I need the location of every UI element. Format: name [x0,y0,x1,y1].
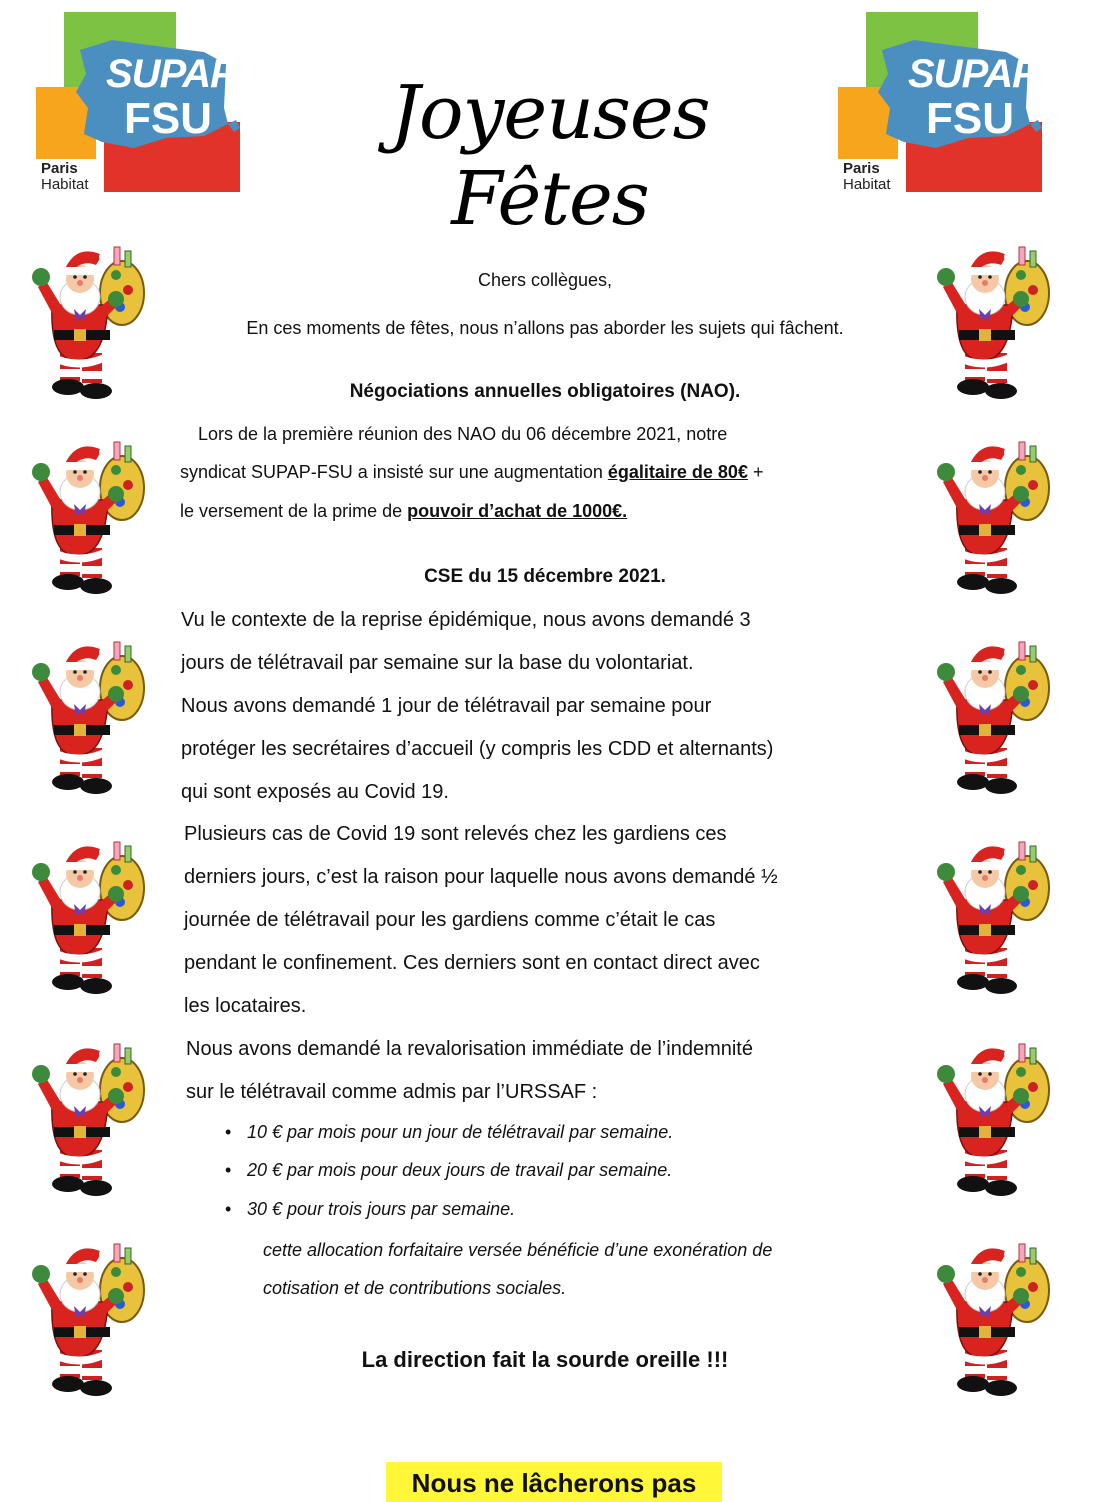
logo-name-top: SUPAP [908,52,1038,96]
santa-claus-icon [935,630,1055,795]
santa-claus-icon [30,235,150,400]
nao-heading: Négociations annuelles obligatoires (NAO). [349,381,741,402]
cse-line: jours de télétravail par semaine sur la base du volontariat. [181,652,694,674]
cse-line: les locataires. [184,995,307,1017]
closing-slogan: Nous ne lâcherons pas [411,1468,697,1498]
cse-line: Vu le contexte de la reprise épidémique, nous avons demandé 3 [181,609,751,631]
logo-left [36,12,241,192]
logo-name-bottom: FSU [124,94,212,143]
list-item: • 10 € par mois pour un jour de télétravail par semaine. [247,1122,673,1143]
nao-line3-bold: pouvoir d’achat de 1000€. [407,501,628,521]
closing-statement: La direction fait la sourde oreille !!! [361,1347,729,1372]
santa-claus-icon [935,1232,1055,1397]
santa-claus-icon [30,1032,150,1197]
santa-claus-icon [935,235,1055,400]
nao-line3 [180,497,627,525]
logo-right [838,12,1043,192]
cse-line: sur le télétravail comme admis par l’URSSAF : [186,1081,598,1103]
nao-line2 [180,458,763,486]
list-item: • 30 € pour trois jours par semaine. [247,1199,515,1220]
cse-line: Nous avons demandé la revalorisation immédiate de l’indemnité [186,1038,753,1060]
cse-line: qui sont exposés au Covid 19. [181,781,449,803]
logo-sub-line1: Paris [41,160,78,177]
nao-line2-pre: syndicat SUPAP-FSU a insisté sur une augmentation [180,462,608,482]
note-line1: cette allocation forfaitaire versée bénéficie d’une exonération de [263,1240,773,1260]
cse-line: Plusieurs cas de Covid 19 sont relevés chez les gardiens ces [184,823,727,845]
page-title: Joyeuses Fêtes [390,70,710,242]
santa-claus-icon [935,1032,1055,1197]
nao-line3-pre: le versement de la prime de [180,501,408,521]
cse-line: pendant le confinement. Ces derniers sont en contact direct avec [184,952,760,974]
intro-text: En ces moments de fêtes, nous n’allons pas aborder les sujets qui fâchent. [246,318,844,338]
cse-line: protéger les secrétaires d’accueil (y compris les CDD et alternants) [181,738,774,760]
logo-name-bottom: FSU [926,94,1014,143]
cse-line: derniers jours, c’est la raison pour laquelle nous avons demandé ½ [184,866,778,888]
santa-claus-icon [30,1232,150,1397]
logo-sub-line2: Habitat [843,176,891,193]
santa-claus-icon [30,630,150,795]
cse-line: Nous avons demandé 1 jour de télétravail par semaine pour [181,695,712,717]
cse-line: journée de télétravail pour les gardiens comme c’était le cas [184,909,716,931]
logo-sub-line1: Paris [843,160,880,177]
logo-name-top: SUPAP [106,52,236,96]
nao-line2-post: + [747,462,764,482]
nao-line1: Lors de la première réunion des NAO du 06 décembre 2021, notre [198,424,728,444]
note-line2: cotisation et de contributions sociales. [263,1278,567,1298]
santa-claus-icon [935,830,1055,995]
nao-line2-bold: égalitaire de 80€ [607,462,748,482]
cse-heading: CSE du 15 décembre 2021. [424,566,666,587]
list-item: • 20 € par mois pour deux jours de travail par semaine. [247,1160,672,1181]
santa-claus-icon [935,430,1055,595]
santa-claus-icon [30,430,150,595]
greeting: Chers collègues, [477,270,613,290]
logo-sub-line2: Habitat [41,176,89,193]
santa-claus-icon [30,830,150,995]
